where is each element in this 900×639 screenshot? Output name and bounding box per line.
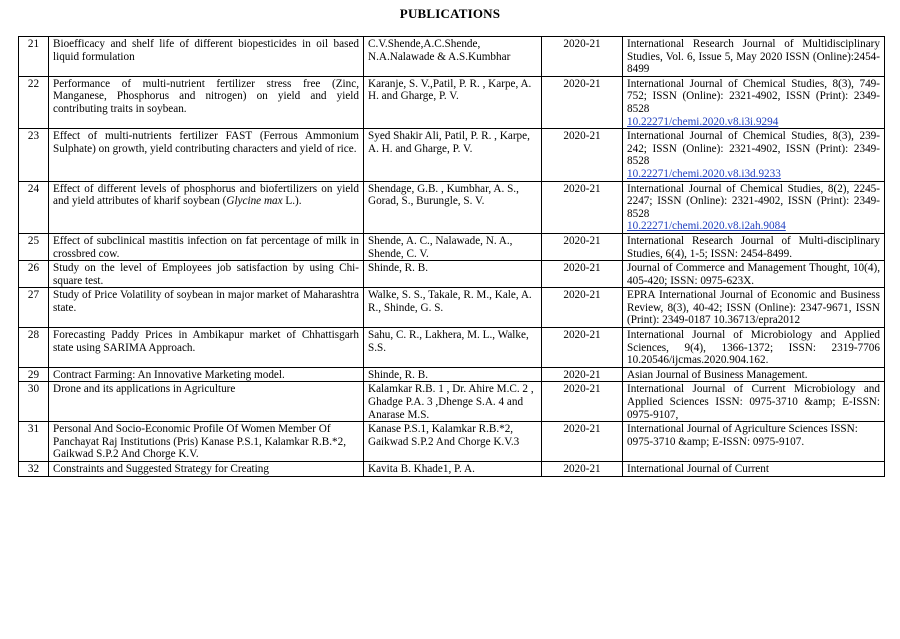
paper-authors: Karanje, S. V.,Patil, P. R. , Karpe, A. H. and Gharge, P. V. [364, 76, 542, 128]
paper-title: Bioefficacy and shelf life of different biopesticides in oil based liquid formulation [49, 37, 364, 77]
table-row [19, 462, 885, 477]
table-row [19, 328, 885, 368]
species-name: Glycine max [226, 195, 283, 208]
publication-year: 2020-21 [542, 367, 623, 382]
row-number: 24 [19, 181, 49, 233]
paper-authors: Shendage, G.B. , Kumbhar, A. S., Gorad, S., Burungle, S. V. [364, 181, 542, 233]
paper-authors: Sahu, C. R., Lakhera, M. L., Walke, S.S. [364, 328, 542, 368]
row-number: 32 [19, 462, 49, 477]
paper-title: Effect of multi-nutrients fertilizer FAST (Ferrous Ammonium Sulphate) on growth, yield contributing characters and yield of rice. [49, 129, 364, 181]
table-row [19, 382, 885, 422]
publication-year: 2020-21 [542, 261, 623, 288]
journal-text: Journal of Commerce and Management Thought, 10(4), 405-420; ISSN: 0975-623X. [627, 262, 880, 287]
paper-title: Performance of multi-nutrient fertilizer stress free (Zinc, Manganese, Phosphorus and nitrogen) on yield and yield contributing traits in soybean. [49, 76, 364, 128]
row-number: 27 [19, 288, 49, 328]
paper-title: Personal And Socio-Economic Profile Of Women Member Of Panchayat Raj Institutions (Pris) Kanase P.S.1, Kalamkar R.B.*2, Gaikwad S.P.2 And Chorge K.V. [49, 422, 364, 462]
publication-year: 2020-21 [542, 233, 623, 260]
journal-text: International Research Journal of Multidisciplinary Studies, Vol. 6, Issue 5, May 2020 ISSN (Online):2454-8499 [627, 38, 880, 76]
table-row [19, 233, 885, 260]
journal-text: International Journal of Current [627, 463, 769, 475]
journal-text: EPRA International Journal of Economic and Business Review, 8(3), 40-42; ISSN (Online): 2347-9671, ISSN (Print): 2349-0187 10.36713/epra2012 [627, 289, 880, 327]
paper-title: Study of Price Volatility of soybean in major market of Maharashtra state. [49, 288, 364, 328]
journal-text: International Journal of Current Microbiology and Applied Sciences ISSN: 0975-3710 &amp; E-ISSN: 0975-9107, [627, 383, 880, 421]
publication-year: 2020-21 [542, 422, 623, 462]
journal-citation [623, 367, 885, 382]
paper-authors: Kavita B. Khade1, P. A. [364, 462, 542, 477]
journal-citation [623, 422, 885, 462]
journal-citation [623, 382, 885, 422]
table-row [19, 181, 885, 233]
table-row [19, 261, 885, 288]
row-number: 28 [19, 328, 49, 368]
paper-authors: Kalamkar R.B. 1 , Dr. Ahire M.C. 2 , Ghadge P.A. 3 ,Dhenge S.A. 4 and Anarase M.S. [364, 382, 542, 422]
journal-citation [623, 288, 885, 328]
journal-citation [623, 261, 885, 288]
journal-citation [623, 233, 885, 260]
row-number: 26 [19, 261, 49, 288]
publication-year: 2020-21 [542, 328, 623, 368]
paper-title: Forecasting Paddy Prices in Ambikapur market of Chhattisgarh state using SARIMA Approach. [49, 328, 364, 368]
publication-year: 2020-21 [542, 37, 623, 77]
page-title: PUBLICATIONS [399, 6, 501, 21]
paper-authors: C.V.Shende,A.C.Shende, N.A.Nalawade & A.S.Kumbhar [364, 37, 542, 77]
paper-authors: Kanase P.S.1, Kalamkar R.B.*2, Gaikwad S.P.2 And Chorge K.V.3 [364, 422, 542, 462]
paper-authors: Shinde, R. B. [364, 261, 542, 288]
table-row [19, 422, 885, 462]
table-row [19, 76, 885, 128]
table-row [19, 37, 885, 77]
journal-citation [623, 462, 885, 477]
journal-text: International Journal of Chemical Studies, 8(3), 239-242; ISSN (Online): 2321-4902, ISSN (Print): 2349-8528 [627, 130, 880, 168]
paper-title: Study on the level of Employees job satisfaction by using Chi-square test. [49, 261, 364, 288]
table-row [19, 129, 885, 181]
journal-text: International Journal of Microbiology and Applied Sciences, 9(4), 1366-1372; ISSN: 2319-7706 10.20546/ijcmas.2020.904.162. [627, 329, 880, 367]
paper-authors: Walke, S. S., Takale, R. M., Kale, A. R., Shinde, G. S. [364, 288, 542, 328]
journal-text: International Journal of Agriculture Sciences ISSN: 0975-3710 &amp; E-ISSN: 0975-9107. [627, 423, 858, 448]
publication-year: 2020-21 [542, 129, 623, 181]
journal-text: International Journal of Chemical Studies, 8(3), 749-752; ISSN (Online): 2321-4902, ISSN (Print): 2349-8528 [627, 77, 880, 115]
row-number: 23 [19, 129, 49, 181]
title-text: Effect of different levels of phosphorus and biofertilizers on yield and yield attributes of kharif soybean ( [53, 182, 359, 208]
doi-link[interactable]: 10.22271/chemi.2020.v8.i3d.9233 [627, 167, 781, 180]
table-row [19, 367, 885, 382]
doi-link[interactable]: 10.22271/chemi.2020.v8.i2ah.9084 [627, 220, 786, 233]
journal-citation [623, 181, 885, 233]
row-number: 22 [19, 76, 49, 128]
paper-title: Effect of subclinical mastitis infection on fat percentage of milk in crossbred cow. [49, 233, 364, 260]
journal-text: International Journal of Chemical Studies, 8(2), 2245-2247; ISSN (Online): 2321-4902, ISSN (Print): 2349-8528 [627, 182, 880, 220]
paper-title: Contract Farming: An Innovative Marketing model. [49, 367, 364, 382]
doi-link[interactable]: 10.22271/chemi.2020.v8.i3i.9294 [627, 115, 779, 128]
title-text-end: L.). [282, 195, 302, 208]
journal-citation [623, 76, 885, 128]
publication-year: 2020-21 [542, 462, 623, 477]
journal-citation [623, 37, 885, 77]
paper-title [49, 181, 364, 233]
journal-text: Asian Journal of Business Management. [627, 368, 808, 381]
publication-year: 2020-21 [542, 288, 623, 328]
row-number: 29 [19, 367, 49, 382]
table-row [19, 288, 885, 328]
journal-citation [623, 129, 885, 181]
publication-year: 2020-21 [542, 382, 623, 422]
row-number: 31 [19, 422, 49, 462]
paper-authors: Shende, A. C., Nalawade, N. A., Shende, C. V. [364, 233, 542, 260]
paper-authors: Shinde, R. B. [364, 367, 542, 382]
journal-citation [623, 328, 885, 368]
row-number: 25 [19, 233, 49, 260]
paper-title: Drone and its applications in Agriculture [49, 382, 364, 422]
row-number: 30 [19, 382, 49, 422]
journal-text: International Research Journal of Multi-disciplinary Studies, 6(4), 1-5; ISSN: 2454-8499. [627, 234, 880, 260]
publication-year: 2020-21 [542, 181, 623, 233]
paper-title: Constraints and Suggested Strategy for Creating [49, 462, 364, 477]
publication-year: 2020-21 [542, 76, 623, 128]
row-number: 21 [19, 37, 49, 77]
publications-table [18, 36, 885, 477]
paper-authors: Syed Shakir Ali, Patil, P. R. , Karpe, A. H. and Gharge, P. V. [364, 129, 542, 181]
